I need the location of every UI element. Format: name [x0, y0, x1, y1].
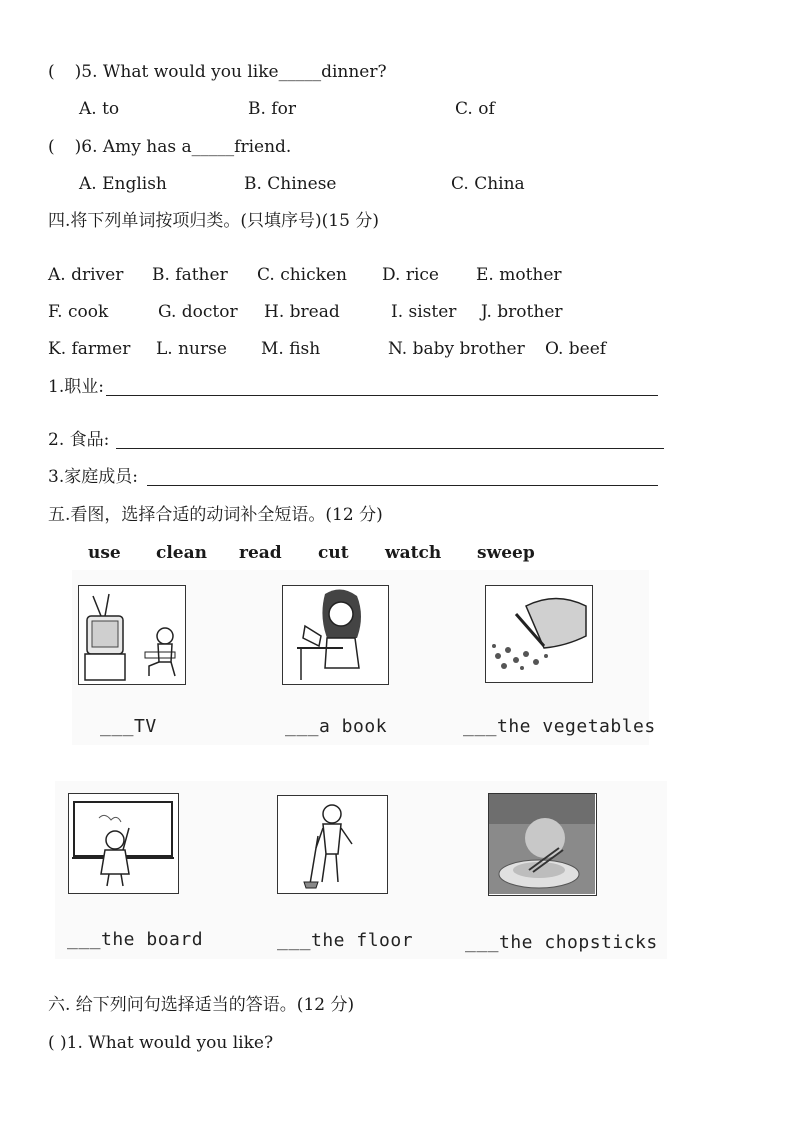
question-blank: _____: [191, 137, 235, 157]
word-item: F. cook: [48, 302, 109, 322]
option-c: C. of: [455, 99, 495, 119]
tv-picture: [78, 585, 186, 685]
section-6-heading: 六. 给下列问句选择适当的答语。(12 分): [48, 995, 355, 1015]
category-label: 2. 食品:: [48, 430, 110, 450]
option-b: B. for: [248, 99, 296, 119]
verb-option: read: [239, 543, 282, 563]
question-1: ( )1. What would you like?: [48, 1033, 274, 1053]
answer-paren-close: ): [74, 137, 82, 157]
verb-option: cut: [318, 543, 349, 563]
answer-paren-close: ): [74, 62, 82, 82]
question-tail: dinner?: [321, 62, 387, 82]
question-blank: _____: [278, 62, 322, 82]
answer-paren-open: (: [48, 62, 55, 82]
word-item: K. farmer: [48, 339, 131, 359]
word-item: H. bread: [264, 302, 340, 322]
verb-option: watch: [385, 543, 442, 563]
sweep-picture: [277, 795, 388, 894]
word-item: B. father: [152, 265, 228, 285]
question-5: [48, 61, 387, 83]
phrase-caption: ___the vegetables: [463, 716, 656, 737]
answer-line[interactable]: [116, 448, 664, 449]
cutting-picture: [485, 585, 593, 683]
phrase-caption: ___the chopsticks: [465, 932, 658, 953]
section-4-heading: 四.将下列单词按项归类。(只填序号)(15 分): [48, 211, 379, 231]
phrase-caption: ___a book: [285, 716, 388, 737]
word-item: N. baby brother: [388, 339, 525, 359]
verb-option: clean: [156, 543, 207, 563]
word-item: C. chicken: [257, 265, 347, 285]
word-item: D. rice: [382, 265, 439, 285]
word-item: E. mother: [476, 265, 562, 285]
option-b: B. Chinese: [244, 174, 337, 194]
phrase-caption: ___TV: [100, 716, 157, 737]
category-label: 3.家庭成员:: [48, 467, 138, 487]
answer-line[interactable]: [147, 485, 658, 486]
verb-option: use: [88, 543, 121, 563]
word-item: G. doctor: [158, 302, 238, 322]
answer-line[interactable]: [106, 395, 658, 396]
word-item: I. sister: [391, 302, 457, 322]
answer-paren-open: (: [48, 137, 55, 157]
question-stem: 6. Amy has a: [81, 137, 192, 157]
section-5-heading: 五.看图，选择合适的动词补全短语。(12 分): [48, 505, 383, 525]
option-a: A. to: [79, 99, 120, 119]
category-label: 1.职业:: [48, 377, 104, 397]
word-item: M. fish: [261, 339, 321, 359]
phrase-caption: ___the board: [67, 929, 204, 950]
word-item: L. nurse: [156, 339, 227, 359]
word-item: O. beef: [545, 339, 607, 359]
question-tail: friend.: [234, 137, 292, 157]
word-item: J. brother: [481, 302, 563, 322]
reading-picture: [282, 585, 389, 685]
question-6: [48, 136, 291, 158]
option-c: C. China: [451, 174, 525, 194]
verb-option: sweep: [477, 543, 535, 563]
option-a: A. English: [79, 174, 167, 194]
phrase-caption: ___the floor: [277, 930, 414, 951]
word-item: A. driver: [48, 265, 124, 285]
question-stem: 5. What would you like: [81, 62, 279, 82]
board-picture: [68, 793, 179, 894]
eating-picture: [488, 793, 597, 896]
